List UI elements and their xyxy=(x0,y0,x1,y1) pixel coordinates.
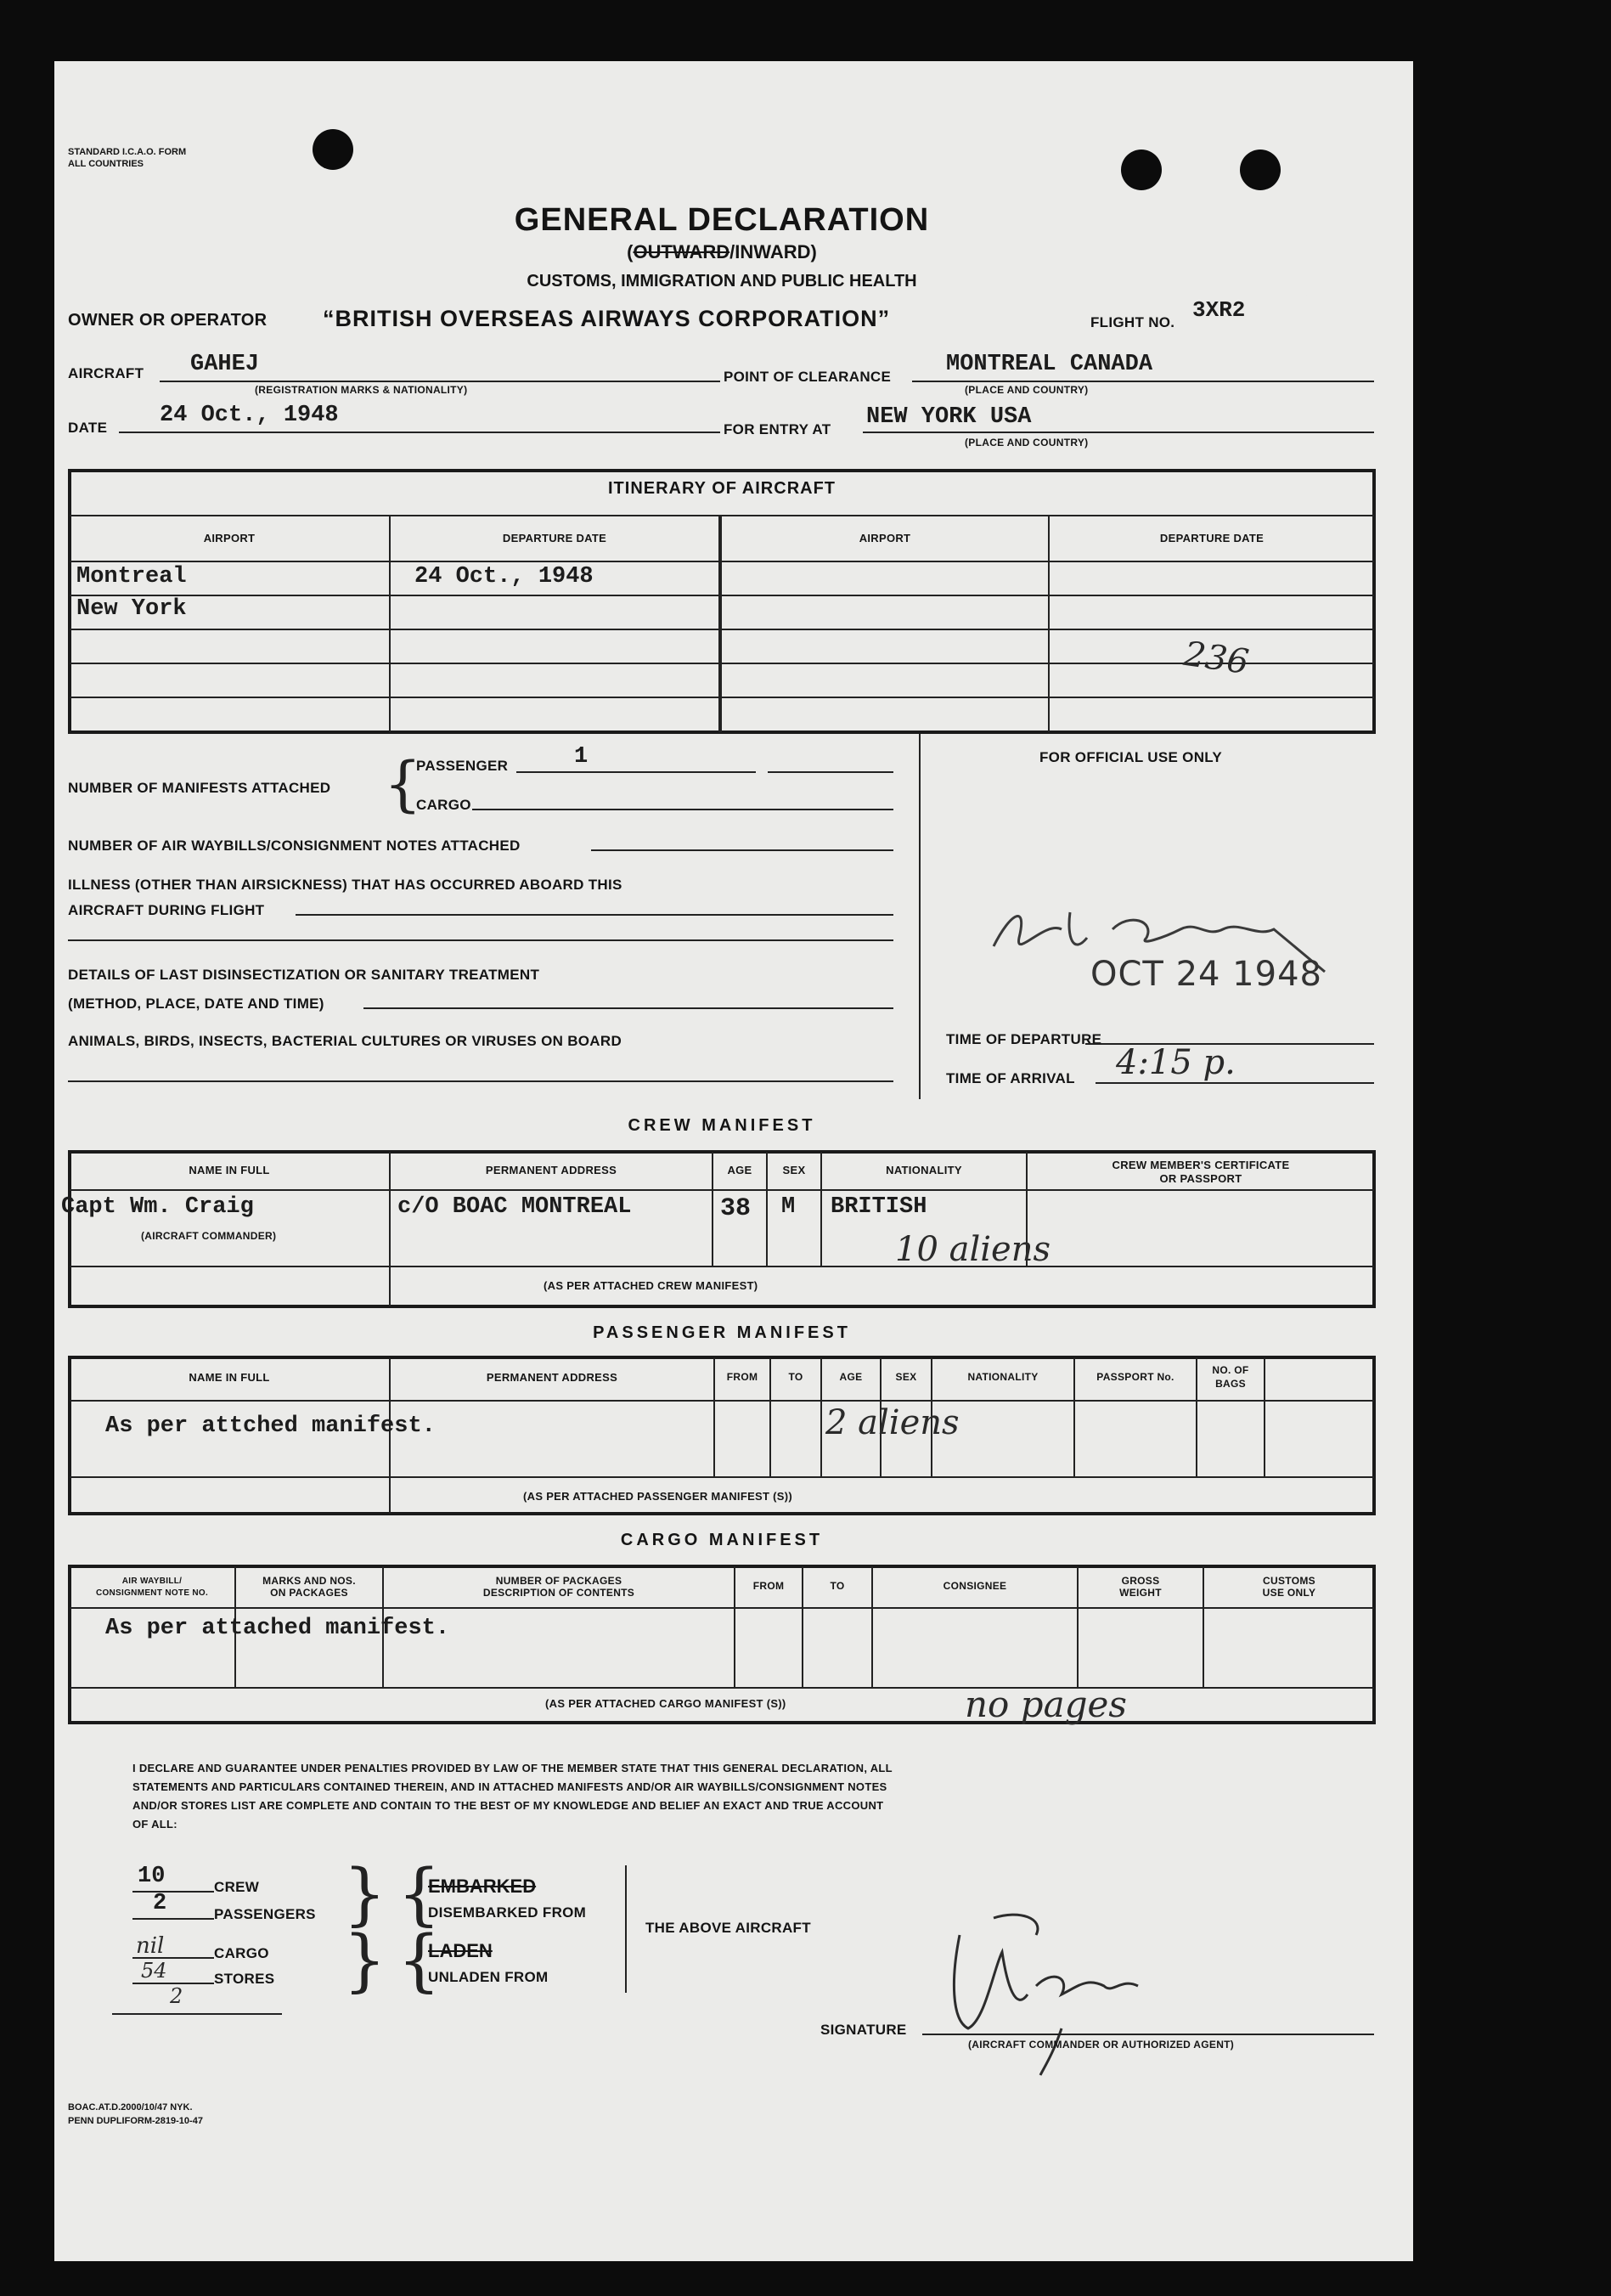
declaration-line-3: AND/OR STORES LIST ARE COMPLETE AND CONTAIN TO THE BEST OF MY KNOWLEDGE AND BELIEF AN EXACT AND TRUE ACCOUNT xyxy=(132,1799,884,1812)
passenger-footer-rule xyxy=(70,1476,1374,1478)
cargo-footer-rule xyxy=(70,1687,1374,1689)
crew-header-passport: OR PASSPORT xyxy=(1159,1172,1242,1185)
pax-header-nationality: NATIONALITY xyxy=(967,1371,1039,1383)
punch-hole xyxy=(1121,149,1162,190)
crew-pax-brace: } xyxy=(343,1854,386,1933)
cargo-header-packages-1: NUMBER OF PACKAGES xyxy=(495,1575,622,1587)
standard-form-label: STANDARD I.C.A.O. FORM xyxy=(68,147,187,157)
pax-header-age: AGE xyxy=(839,1371,863,1383)
embarked-struck: EMBARKED xyxy=(428,1876,537,1897)
direction-line: (OUTWARD/INWARD) xyxy=(627,241,817,262)
crew-header-name: NAME IN FULL xyxy=(189,1164,270,1176)
clearance-sub: (PLACE AND COUNTRY) xyxy=(965,384,1089,396)
cargo-header-gross-1: GROSS xyxy=(1121,1575,1160,1587)
illness-line-2 xyxy=(68,939,893,941)
crew-header-sex: SEX xyxy=(782,1164,806,1176)
disinsect-label-1: DETAILS OF LAST DISINSECTIZATION OR SANITARY TREATMENT xyxy=(68,967,540,983)
animals-line xyxy=(68,1080,893,1082)
illness-label-1: ILLNESS (OTHER THAN AIRSICKNESS) THAT HAS OCCURRED ABOARD THIS xyxy=(68,877,622,893)
crew-age: 38 xyxy=(720,1194,752,1223)
extra-total-value: 2 xyxy=(170,1984,183,2008)
clearance-value: MONTREAL CANADA xyxy=(946,352,1153,377)
aircraft-sub: (REGISTRATION MARKS & NATIONALITY) xyxy=(255,384,468,396)
cargo-header-consignee: CONSIGNEE xyxy=(943,1580,1007,1592)
pax-header-to: TO xyxy=(788,1371,803,1383)
itinerary-row-rule xyxy=(70,561,1374,562)
totals-divider xyxy=(625,1865,627,1993)
footer-line-1: BOAC.AT.D.2000/10/47 NYK. xyxy=(68,2102,193,2113)
itin-header-departure-1: DEPARTURE DATE xyxy=(502,532,607,544)
arrival-time-label: TIME OF ARRIVAL xyxy=(946,1070,1075,1086)
aircraft-line xyxy=(160,381,720,382)
crew-header-nationality: NATIONALITY xyxy=(886,1164,962,1176)
passenger-footer: (AS PER ATTACHED PASSENGER MANIFEST (S)) xyxy=(523,1490,793,1503)
disinsect-line xyxy=(363,1007,893,1009)
cargo-header-packages-2: DESCRIPTION OF CONTENTS xyxy=(482,1587,635,1599)
entry-value: NEW YORK USA xyxy=(866,404,1032,430)
cargo-row-text: As per attached manifest. xyxy=(105,1616,450,1641)
cargo-header-marks-2: ON PACKAGES xyxy=(270,1587,348,1599)
date-value: 24 Oct., 1948 xyxy=(160,403,339,428)
itin-departure-montreal: 24 Oct., 1948 xyxy=(414,564,594,590)
itin-header-departure-2: DEPARTURE DATE xyxy=(1159,532,1265,544)
crew-commander-note: (AIRCRAFT COMMANDER) xyxy=(141,1230,277,1242)
passengers-total-label: PASSENGERS xyxy=(214,1906,316,1922)
form-title: GENERAL DECLARATION xyxy=(514,202,930,238)
signature-label: SIGNATURE xyxy=(820,2022,907,2038)
itin-airport-newyork: New York xyxy=(76,596,187,622)
form-subtitle: CUSTOMS, IMMIGRATION AND PUBLIC HEALTH xyxy=(527,272,917,291)
pax-handwritten-note: 2 aliens xyxy=(825,1403,960,1442)
passenger-manifests-value: 1 xyxy=(574,744,589,770)
itin-header-airport-1: AIRPORT xyxy=(203,532,256,544)
itin-airport-montreal: Montreal xyxy=(76,564,187,590)
itinerary-col-rule xyxy=(1048,515,1050,732)
footer-line-2: PENN DUPLIFORM-2819-10-47 xyxy=(68,2116,203,2126)
cargo-header-waybill-1: AIR WAYBILL/ xyxy=(121,1577,183,1586)
cargo-title: CARGO MANIFEST xyxy=(620,1531,824,1549)
waybills-label: NUMBER OF AIR WAYBILLS/CONSIGNMENT NOTES ATTACHED xyxy=(68,838,521,854)
unladen-label: UNLADEN FROM xyxy=(428,1969,549,1985)
pax-row-text: As per attched manifest. xyxy=(105,1413,436,1439)
itinerary-row-rule xyxy=(70,629,1374,630)
crew-header-rule xyxy=(70,1189,1374,1191)
animals-label: ANIMALS, BIRDS, INSECTS, BACTERIAL CULTURES OR VIRUSES ON BOARD xyxy=(68,1033,622,1049)
itinerary-row-rule xyxy=(70,663,1374,664)
declaration-line-4: OF ALL: xyxy=(132,1818,177,1831)
cargo-handwritten-note: no pages xyxy=(965,1684,1127,1725)
pax-header-passport: PASSPORT No. xyxy=(1096,1371,1174,1383)
itinerary-row-rule xyxy=(70,697,1374,698)
crew-address: c/O BOAC MONTREAL xyxy=(397,1194,632,1220)
crew-title: CREW MANIFEST xyxy=(628,1116,816,1135)
disinsect-label-2: (METHOD, PLACE, DATE AND TIME) xyxy=(68,996,324,1012)
punch-hole xyxy=(1240,149,1281,190)
entry-line xyxy=(863,432,1374,433)
clearance-line xyxy=(912,381,1374,382)
above-aircraft-label: THE ABOVE AIRCRAFT xyxy=(645,1920,811,1936)
crew-total-value: 10 xyxy=(138,1864,166,1889)
arrival-time-line xyxy=(1096,1082,1374,1084)
passenger-manifests-line xyxy=(516,771,756,773)
flight-value: 3XR2 xyxy=(1192,297,1246,323)
pax-header-bags-2: BAGS xyxy=(1215,1378,1246,1390)
cargo-manifests-line xyxy=(472,809,893,810)
signature-line xyxy=(922,2034,1374,2035)
itinerary-table xyxy=(68,469,1376,734)
cargo-header-gross-2: WEIGHT xyxy=(1119,1587,1162,1599)
entry-label: FOR ENTRY AT xyxy=(724,421,831,437)
cargo-footer: (AS PER ATTACHED CARGO MANIFEST (S)) xyxy=(545,1697,786,1710)
crew-header-address: PERMANENT ADDRESS xyxy=(485,1164,617,1176)
outward-struck: OUTWARD xyxy=(633,241,730,262)
manifests-brace: { xyxy=(384,749,422,819)
crew-total-label: CREW xyxy=(214,1879,260,1895)
waybills-line xyxy=(591,849,893,851)
pax-header-sex: SEX xyxy=(895,1371,917,1383)
crew-sex: M xyxy=(781,1194,796,1220)
extra-total-line xyxy=(112,2013,282,2015)
official-divider xyxy=(919,734,921,1099)
pax-header-name: NAME IN FULL xyxy=(189,1371,270,1384)
all-countries-label: ALL COUNTRIES xyxy=(68,159,144,169)
unladen-brace: { xyxy=(397,1921,441,2000)
itin-header-airport-2: AIRPORT xyxy=(859,532,911,544)
cargo-manifests-label: CARGO xyxy=(416,797,471,813)
cargo-total-label: CARGO xyxy=(214,1945,269,1961)
crew-total-line xyxy=(132,1891,214,1893)
cargo-header-customs-1: CUSTOMS xyxy=(1263,1575,1315,1587)
signature-sub: (AIRCRAFT COMMANDER OR AUTHORIZED AGENT) xyxy=(968,2039,1235,2051)
itinerary-title: ITINERARY OF AIRCRAFT xyxy=(607,479,836,498)
cargo-header-marks-1: MARKS AND NOS. xyxy=(262,1575,356,1587)
passengers-total-line xyxy=(132,1918,214,1920)
stores-total-label: STORES xyxy=(214,1971,275,1987)
pax-header-address: PERMANENT ADDRESS xyxy=(486,1371,618,1384)
cargo-stores-brace: } xyxy=(343,1921,386,2000)
passenger-manifests-label: PASSENGER xyxy=(416,758,509,774)
cargo-header-waybill-2: CONSIGNMENT NOTE NO. xyxy=(95,1588,209,1598)
crew-footer-rule xyxy=(70,1266,1374,1267)
itinerary-title-rule xyxy=(70,515,1374,516)
passengers-total-value: 2 xyxy=(153,1891,167,1916)
passenger-header-rule xyxy=(70,1400,1374,1402)
owner-label: OWNER OR OPERATOR xyxy=(68,311,268,330)
declaration-line-2: STATEMENTS AND PARTICULARS CONTAINED THEREIN, AND IN ATTACHED MANIFESTS AND/OR AIR WAYBILLS/CONSIGNMENT NOTES xyxy=(132,1780,887,1793)
aircraft-label: AIRCRAFT xyxy=(68,365,144,381)
crew-footer: (AS PER ATTACHED CREW MANIFEST) xyxy=(544,1279,758,1292)
departure-time-label: TIME OF DEPARTURE xyxy=(946,1031,1102,1047)
arrival-time-value: 4:15 p. xyxy=(1116,1043,1236,1082)
date-line xyxy=(119,432,720,433)
date-label: DATE xyxy=(68,420,108,436)
disembarked-label: DISEMBARKED FROM xyxy=(428,1904,587,1921)
disembark-brace: { xyxy=(397,1854,441,1933)
cargo-header-to: TO xyxy=(830,1580,845,1592)
passenger-manifests-line-2 xyxy=(768,771,893,773)
stores-total-value: 54 xyxy=(141,1959,167,1983)
cargo-header-rule xyxy=(70,1607,1374,1609)
commander-signature xyxy=(934,1901,1155,2079)
cargo-total-value: nil xyxy=(136,1933,165,1959)
illness-line xyxy=(296,914,893,916)
entry-sub: (PLACE AND COUNTRY) xyxy=(965,437,1089,448)
flight-label: FLIGHT NO. xyxy=(1090,314,1175,330)
itinerary-row-rule xyxy=(70,595,1374,596)
itinerary-handwritten-number: 236 xyxy=(1181,634,1252,683)
itinerary-col-rule xyxy=(389,515,391,732)
punch-hole xyxy=(313,129,353,170)
owner-value: “BRITISH OVERSEAS AIRWAYS CORPORATION” xyxy=(323,306,891,331)
official-stamp-date: OCT 24 1948 xyxy=(1090,955,1322,994)
crew-handwritten-note: 10 aliens xyxy=(895,1230,1051,1269)
itinerary-col-rule xyxy=(718,515,722,732)
pax-header-from: FROM xyxy=(726,1371,758,1383)
passenger-title: PASSENGER MANIFEST xyxy=(593,1323,851,1342)
pax-header-bags-1: NO. OF xyxy=(1212,1364,1249,1376)
illness-label-2: AIRCRAFT DURING FLIGHT xyxy=(68,902,265,918)
clearance-label: POINT OF CLEARANCE xyxy=(724,369,892,385)
laden-struck: LADEN xyxy=(428,1940,493,1961)
crew-name: Capt Wm. Craig xyxy=(61,1194,254,1220)
crew-nationality: BRITISH xyxy=(831,1194,927,1220)
crew-header-age: AGE xyxy=(727,1164,752,1176)
cargo-header-from: FROM xyxy=(752,1580,785,1592)
cargo-header-customs-2: USE ONLY xyxy=(1262,1587,1316,1599)
passenger-col-rule xyxy=(1264,1357,1265,1476)
declaration-line-1: I DECLARE AND GUARANTEE UNDER PENALTIES PROVIDED BY LAW OF THE MEMBER STATE THAT THIS GENERAL DECLARATION, ALL xyxy=(132,1762,893,1774)
aircraft-value: GAHEJ xyxy=(190,352,260,377)
official-title: FOR OFFICIAL USE ONLY xyxy=(1039,749,1223,765)
crew-header-cert: CREW MEMBER'S CERTIFICATE xyxy=(1112,1159,1290,1171)
manifests-label: NUMBER OF MANIFESTS ATTACHED xyxy=(68,780,331,796)
